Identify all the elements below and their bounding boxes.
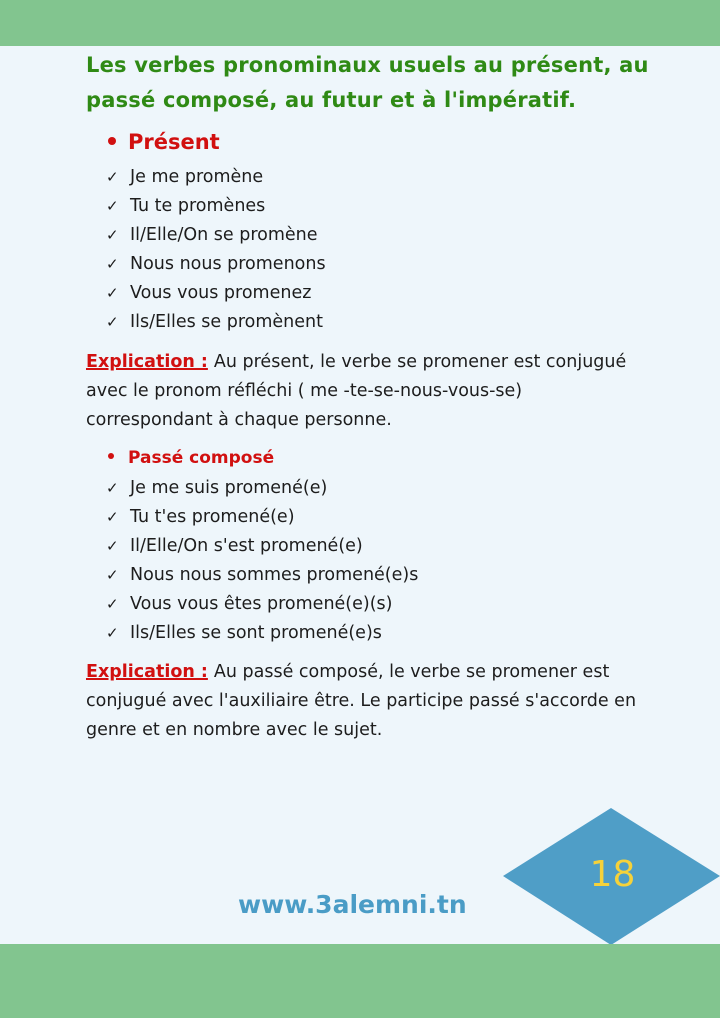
- checkmark-icon: ✓: [106, 508, 119, 526]
- checkmark-icon: ✓: [106, 479, 119, 497]
- explanation-passe-compose: [86, 658, 646, 745]
- checkmark-icon: ✓: [106, 226, 119, 244]
- explanation-present: [86, 348, 646, 435]
- checkmark-icon: ✓: [106, 168, 119, 186]
- website-link[interactable]: www.3alemni.tn: [238, 890, 467, 919]
- list-item: [106, 279, 326, 308]
- list-item: [106, 561, 418, 590]
- conjugation-list-present: [106, 163, 326, 337]
- list-item-text: Tu te promènes: [130, 196, 266, 216]
- bottom-band: [0, 944, 720, 1018]
- checkmark-icon: ✓: [106, 537, 119, 555]
- section-heading-passe-compose: [108, 448, 274, 468]
- list-item-text: Il/Elle/On se promène: [130, 225, 318, 245]
- checkmark-icon: ✓: [106, 566, 119, 584]
- list-item: [106, 619, 418, 648]
- list-item: [106, 163, 326, 192]
- section-heading-present: [108, 130, 220, 154]
- checkmark-icon: ✓: [106, 255, 119, 273]
- checkmark-icon: ✓: [106, 284, 119, 302]
- list-item: [106, 221, 326, 250]
- list-item-text: Nous nous sommes promené(e)s: [130, 565, 419, 585]
- list-item: [106, 532, 418, 561]
- top-band: [0, 0, 720, 46]
- checkmark-icon: ✓: [106, 624, 119, 642]
- explanation-text: Au présent, le verbe se promener est conjugué avec le pronom réfléchi ( me -te-se-nous-vous-se) correspondant à chaque personne.: [86, 352, 627, 430]
- list-item: [106, 474, 418, 503]
- explanation-label: Explication :: [86, 352, 208, 372]
- list-item-text: Ils/Elles se promènent: [130, 312, 323, 332]
- list-item: [106, 503, 418, 532]
- list-item-text: Vous vous êtes promené(e)(s): [130, 594, 393, 614]
- bullet-icon: [108, 453, 114, 459]
- explanation-text: Au passé composé, le verbe se promener est conjugué avec l'auxiliaire être. Le participe passé s'accorde en genre et en nombre avec le sujet.: [86, 662, 637, 740]
- list-item: [106, 590, 418, 619]
- section-heading-label: Passé composé: [128, 448, 275, 468]
- checkmark-icon: ✓: [106, 197, 119, 215]
- list-item-text: Je me promène: [130, 167, 264, 187]
- list-item-text: Il/Elle/On s'est promené(e): [130, 536, 363, 556]
- page-number: 18: [589, 854, 636, 895]
- bullet-icon: [108, 137, 116, 145]
- list-item: [106, 250, 326, 279]
- conjugation-list-passe-compose: [106, 474, 418, 648]
- section-heading-label: Présent: [128, 130, 220, 154]
- list-item-text: Tu t'es promené(e): [130, 507, 295, 527]
- list-item-text: Vous vous promenez: [130, 283, 312, 303]
- list-item: [106, 308, 326, 337]
- list-item-text: Je me suis promené(e): [130, 478, 328, 498]
- explanation-label: Explication :: [86, 662, 208, 682]
- checkmark-icon: ✓: [106, 595, 119, 613]
- checkmark-icon: ✓: [106, 313, 119, 331]
- list-item: [106, 192, 326, 221]
- list-item-text: Nous nous promenons: [130, 254, 326, 274]
- page-title: Les verbes pronominaux usuels au présent, au passé composé, au futur et à l'impératif.: [86, 53, 649, 112]
- list-item-text: Ils/Elles se sont promené(e)s: [130, 623, 382, 643]
